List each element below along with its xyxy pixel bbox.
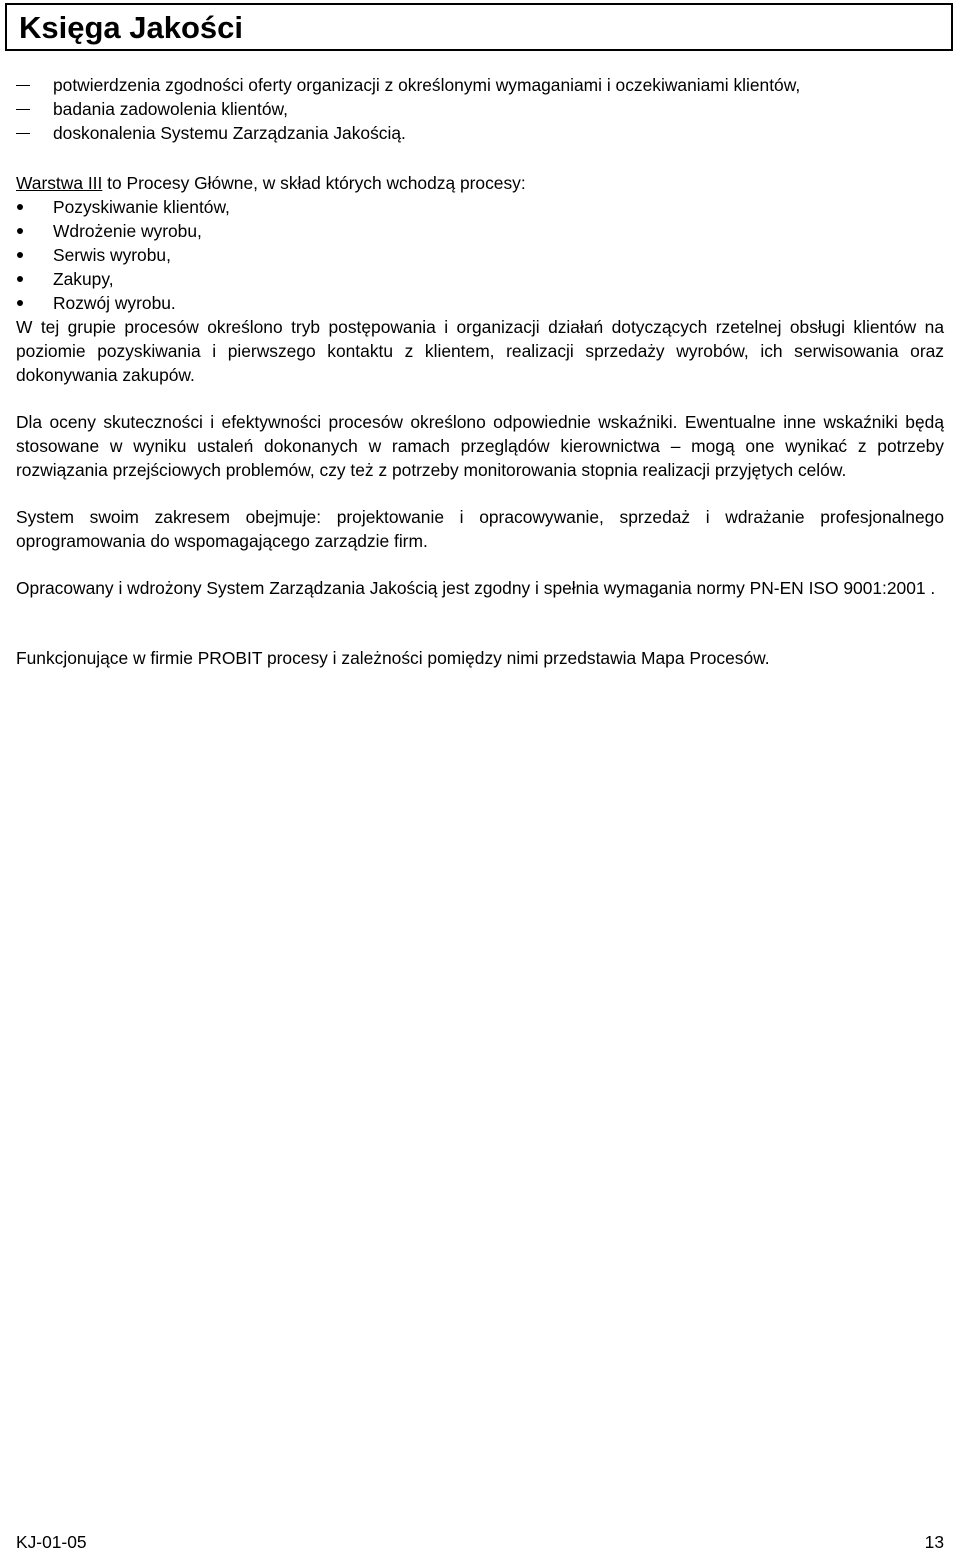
document-body	[16, 73, 944, 670]
bullet-list-item	[16, 291, 944, 315]
bullet-list-text: Serwis wyrobu,	[53, 245, 171, 265]
dash-marker-icon	[16, 109, 30, 110]
footer-page-number: 13	[924, 1532, 944, 1552]
dash-marker-icon	[16, 133, 30, 134]
paragraph-system-scope: System swoim zakresem obejmuje: projektowanie i opracowywanie, sprzedaż i wdrażanie profesjonalnego oprogramowania do wspomagającego zarządzie firm.	[16, 507, 944, 551]
bullet-list-text: Rozwój wyrobu.	[53, 293, 176, 313]
layer-heading: Warstwa III	[16, 173, 103, 193]
dash-list-text: doskonalenia Systemu Zarządzania Jakością.	[53, 123, 406, 143]
bullet-list-item	[16, 243, 944, 267]
dash-list-item	[16, 121, 944, 145]
dash-marker-icon	[16, 85, 30, 86]
bullet-list-text: Zakupy,	[53, 269, 114, 289]
footer-doc-code: KJ-01-05	[16, 1532, 87, 1552]
bullet-list-item	[16, 267, 944, 291]
bullet-list-text: Pozyskiwanie klientów,	[53, 197, 230, 217]
paragraph-iso-compliance: Opracowany i wdrożony System Zarządzania Jakością jest zgodny i spełnia wymagania normy PN-EN ISO 9001:2001 .	[16, 578, 936, 598]
paragraph-process-map: Funkcjonujące w firmie PROBIT procesy i zależności pomiędzy nimi przedstawia Mapa Procesów.	[16, 648, 770, 668]
dash-list-text: potwierdzenia zgodności oferty organizacji z określonymi wymaganiami i oczekiwaniami klientów,	[53, 75, 801, 95]
bullet-icon	[17, 252, 23, 258]
paragraph-process-group: W tej grupie procesów określono tryb postępowania i organizacji działań dotyczących rzetelnej obsługi klientów na poziomie pozyskiwania i pierwszego kontaktu z klientem, realizacji sprzedaży wyrobów, ich serwisowania oraz dokonywania zakupów.	[16, 317, 944, 385]
header-box	[5, 3, 953, 51]
dash-list-item	[16, 97, 944, 121]
layer-intro	[16, 171, 944, 195]
bullet-list-text: Wdrożenie wyrobu,	[53, 221, 202, 241]
bullet-list-item	[16, 219, 944, 243]
dash-list-text: badania zadowolenia klientów,	[53, 99, 288, 119]
bullet-list	[16, 195, 944, 315]
dash-list-item	[16, 73, 944, 97]
page-title: Księga Jakości	[19, 10, 244, 45]
bullet-list-item	[16, 195, 944, 219]
paragraph-indicators: Dla oceny skuteczności i efektywności procesów określono odpowiednie wskaźniki. Ewentualne inne wskaźniki będą stosowane w wyniku ustaleń dokonanych w ramach przeglądów kierownictwa – mogą one wynikać z potrzeby rozwiązania przejściowych problemów, czy też z potrzeby monitorowania stopnia realizacji przyjętych celów.	[16, 412, 944, 480]
bullet-icon	[17, 276, 23, 282]
layer-description: to Procesy Główne, w skład których wchodzą procesy:	[102, 173, 526, 193]
bullet-icon	[17, 300, 23, 306]
dash-list	[16, 73, 944, 145]
bullet-icon	[17, 228, 23, 234]
bullet-icon	[17, 204, 23, 210]
